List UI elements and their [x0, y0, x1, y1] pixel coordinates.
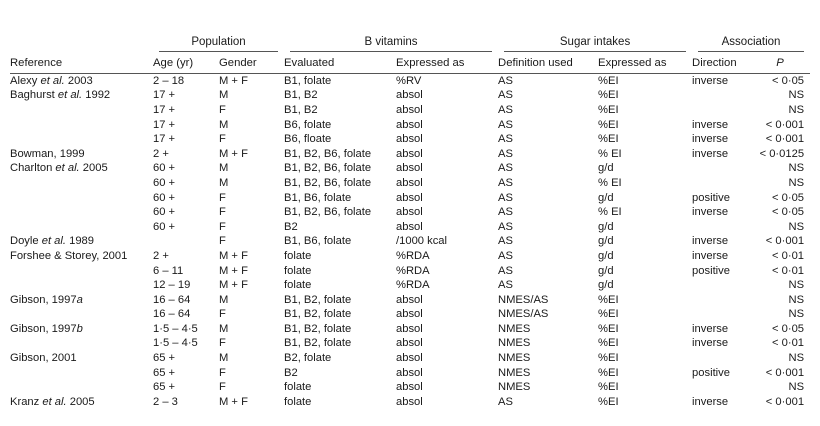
- cell-gender: M + F: [219, 147, 248, 160]
- group-header-row: [10, 34, 810, 53]
- cell-p-value: < 0·01: [772, 249, 805, 262]
- table-body: [10, 74, 810, 410]
- table-row: [10, 351, 810, 366]
- cell-reference: [10, 351, 153, 366]
- cell-age: 60 +: [153, 162, 176, 175]
- cell-expressed-as-b: absol: [396, 337, 423, 350]
- cell-reference: [10, 293, 153, 308]
- cell-reference: [10, 308, 153, 323]
- cell-expressed-as-s: %EI: [598, 293, 619, 306]
- cell-gender: M + F: [219, 249, 248, 262]
- cell-reference: [10, 220, 153, 235]
- cell-p-value: < 0·001: [765, 118, 805, 131]
- cell-evaluated: B6, folate: [284, 118, 332, 131]
- cell-evaluated: folate: [284, 381, 312, 394]
- table-row: [10, 264, 810, 279]
- col-header-reference: Reference: [10, 53, 153, 74]
- cell-reference: [10, 235, 153, 250]
- cell-definition-used: NMES: [498, 381, 531, 394]
- cell-evaluated: folate: [284, 249, 312, 262]
- cell-expressed-as-s: % EI: [598, 206, 622, 219]
- cell-expressed-as-s: %EI: [598, 118, 619, 131]
- cell-p-value: < 0·001: [765, 235, 805, 248]
- cell-expressed-as-b: absol: [396, 293, 423, 306]
- cell-age: 16 – 64: [153, 293, 191, 306]
- cell-direction: [692, 89, 756, 104]
- cell-direction: inverse: [692, 74, 729, 87]
- cell-expressed-as-s: %EI: [598, 133, 619, 146]
- cell-gender: F: [219, 366, 226, 379]
- cell-reference: [10, 89, 153, 104]
- cell-direction: inverse: [692, 395, 729, 408]
- group-header-population: Population: [153, 34, 284, 53]
- cell-gender: F: [219, 235, 226, 248]
- cell-direction: positive: [692, 191, 730, 204]
- cell-age: 17 +: [153, 89, 176, 102]
- cell-evaluated: B1, B2, folate: [284, 308, 352, 321]
- cell-reference: [10, 103, 153, 118]
- cell-p-value: NS: [788, 381, 805, 394]
- cell-age: 17 +: [153, 118, 176, 131]
- cell-gender: M: [219, 322, 229, 335]
- cell-expressed-as-s: %EI: [598, 381, 619, 394]
- cell-reference: [10, 278, 153, 293]
- table-row: [10, 308, 810, 323]
- cell-age: 60 +: [153, 220, 176, 233]
- cell-expressed-as-s: %EI: [598, 352, 619, 365]
- cell-expressed-as-s: g/d: [598, 220, 614, 233]
- cell-expressed-as-s: %EI: [598, 103, 619, 116]
- reference-author: Baghurst: [10, 89, 58, 102]
- reference-author: Alexy: [10, 74, 41, 87]
- reference-italic: et al.: [41, 235, 66, 248]
- cell-definition-used: AS: [498, 147, 513, 160]
- cell-evaluated: B1, B2: [284, 89, 318, 102]
- cell-age: 12 – 19: [153, 279, 191, 292]
- cell-reference: [10, 337, 153, 352]
- cell-expressed-as-b: absol: [396, 381, 423, 394]
- reference-year: 1992: [82, 89, 111, 102]
- cell-expressed-as-b: absol: [396, 366, 423, 379]
- cell-definition-used: AS: [498, 220, 513, 233]
- cell-expressed-as-b: absol: [396, 191, 423, 204]
- cell-age: 65 +: [153, 366, 176, 379]
- col-header-expressed-as-b: Expressed as: [396, 53, 498, 74]
- cell-definition-used: AS: [498, 162, 513, 175]
- cell-gender: M + F: [219, 74, 248, 87]
- cell-direction: [692, 308, 756, 323]
- cell-age: 16 – 64: [153, 308, 191, 321]
- vitamin-sugar-table: [10, 34, 810, 410]
- cell-gender: F: [219, 308, 226, 321]
- cell-expressed-as-b: absol: [396, 206, 423, 219]
- cell-definition-used: NMES: [498, 337, 531, 350]
- cell-expressed-as-s: g/d: [598, 191, 614, 204]
- table-row: [10, 176, 810, 191]
- cell-expressed-as-b: absol: [396, 89, 423, 102]
- cell-gender: F: [219, 133, 226, 146]
- group-header-empty: [10, 34, 153, 53]
- table-row: [10, 147, 810, 162]
- cell-reference: [10, 380, 153, 395]
- cell-age: 2 – 18: [153, 74, 185, 87]
- cell-p-value: < 0·001: [765, 366, 805, 379]
- cell-evaluated: B1, B2, folate: [284, 293, 352, 306]
- cell-age: 65 +: [153, 381, 176, 394]
- table-row: [10, 278, 810, 293]
- cell-expressed-as-s: % EI: [598, 176, 622, 189]
- cell-age: 2 +: [153, 249, 169, 262]
- cell-gender: M: [219, 352, 229, 365]
- cell-p-value: < 0·0125: [759, 147, 805, 160]
- table-row: [10, 103, 810, 118]
- cell-age: 17 +: [153, 103, 176, 116]
- cell-direction: [692, 278, 756, 293]
- cell-definition-used: NMES: [498, 322, 531, 335]
- table-row: [10, 293, 810, 308]
- col-header-p: P: [756, 53, 810, 74]
- cell-expressed-as-b: %RDA: [396, 264, 430, 277]
- cell-definition-used: AS: [498, 279, 513, 292]
- cell-evaluated: B1, B6, folate: [284, 191, 352, 204]
- cell-gender: M: [219, 118, 229, 131]
- cell-age: 60 +: [153, 206, 176, 219]
- cell-p-value: < 0·05: [772, 322, 805, 335]
- cell-direction: positive: [692, 366, 730, 379]
- cell-reference: [10, 322, 153, 337]
- table-row: [10, 191, 810, 206]
- cell-definition-used: AS: [498, 74, 513, 87]
- group-header-b-vitamins: B vitamins: [284, 34, 498, 53]
- cell-p-value: NS: [788, 176, 805, 189]
- reference-year: 1989: [65, 235, 94, 248]
- cell-definition-used: AS: [498, 249, 513, 262]
- cell-expressed-as-s: %EI: [598, 322, 619, 335]
- cell-direction: [692, 351, 756, 366]
- cell-expressed-as-b: absol: [396, 308, 423, 321]
- group-header-sugar-intakes: Sugar intakes: [498, 34, 692, 53]
- col-header-direction: Direction: [692, 53, 756, 74]
- cell-expressed-as-s: % EI: [598, 147, 622, 160]
- cell-evaluated: B1, B2, B6, folate: [284, 147, 372, 160]
- cell-expressed-as-s: %EI: [598, 74, 619, 87]
- cell-direction: inverse: [692, 206, 729, 219]
- cell-age: 60 +: [153, 176, 176, 189]
- cell-p-value: < 0·01: [772, 337, 805, 350]
- cell-evaluated: B1, B6, folate: [284, 235, 352, 248]
- cell-age: [153, 235, 219, 250]
- cell-expressed-as-b: absol: [396, 352, 423, 365]
- table-row: [10, 89, 810, 104]
- cell-gender: M: [219, 89, 229, 102]
- column-header-row: [10, 53, 810, 74]
- cell-direction: [692, 162, 756, 177]
- reference-author: Gibson, 1997: [10, 293, 77, 306]
- cell-evaluated: B1, B2, B6, folate: [284, 162, 372, 175]
- cell-p-value: NS: [788, 220, 805, 233]
- cell-p-value: NS: [788, 293, 805, 306]
- cell-direction: [692, 220, 756, 235]
- cell-direction: [692, 103, 756, 118]
- cell-expressed-as-s: g/d: [598, 264, 614, 277]
- cell-expressed-as-s: g/d: [598, 235, 614, 248]
- cell-p-value: NS: [788, 162, 805, 175]
- cell-evaluated: folate: [284, 279, 312, 292]
- cell-reference: [10, 118, 153, 133]
- cell-definition-used: AS: [498, 118, 513, 131]
- cell-gender: F: [219, 381, 226, 394]
- cell-evaluated: B1, B2: [284, 103, 318, 116]
- cell-gender: M: [219, 162, 229, 175]
- cell-age: 1·5 – 4·5: [153, 337, 198, 350]
- cell-definition-used: AS: [498, 235, 513, 248]
- table-row: [10, 118, 810, 133]
- col-header-expressed-as-s: Expressed as: [598, 53, 692, 74]
- cell-age: 2 +: [153, 147, 169, 160]
- cell-gender: M + F: [219, 279, 248, 292]
- cell-expressed-as-s: %EI: [598, 308, 619, 321]
- table-row: [10, 249, 810, 264]
- cell-reference: [10, 176, 153, 191]
- cell-reference: [10, 264, 153, 279]
- cell-gender: M: [219, 176, 229, 189]
- reference-author: Gibson, 1997: [10, 322, 77, 335]
- cell-age: 2 – 3: [153, 395, 178, 408]
- cell-evaluated: B2: [284, 220, 298, 233]
- cell-reference: [10, 249, 153, 264]
- cell-p-value: < 0·05: [772, 74, 805, 87]
- cell-p-value: < 0·05: [772, 191, 805, 204]
- cell-p-value: < 0·001: [765, 395, 805, 408]
- cell-expressed-as-b: %RV: [396, 74, 422, 87]
- cell-p-value: NS: [788, 279, 805, 292]
- cell-definition-used: AS: [498, 395, 513, 408]
- cell-evaluated: B1, B2, folate: [284, 337, 352, 350]
- cell-reference: [10, 132, 153, 147]
- reference-author: Bowman, 1999: [10, 147, 85, 160]
- cell-gender: F: [219, 206, 226, 219]
- cell-evaluated: B1, B2, B6, folate: [284, 176, 372, 189]
- table-row: [10, 337, 810, 352]
- table-row: [10, 220, 810, 235]
- cell-reference: [10, 366, 153, 381]
- cell-definition-used: AS: [498, 103, 513, 116]
- table-row: [10, 162, 810, 177]
- reference-italic: a: [76, 293, 83, 306]
- cell-evaluated: B6, floate: [284, 133, 332, 146]
- table-row: [10, 74, 810, 89]
- cell-expressed-as-b: absol: [396, 395, 423, 408]
- table-row: [10, 380, 810, 395]
- cell-expressed-as-s: %EI: [598, 89, 619, 102]
- table-row: [10, 235, 810, 250]
- reference-italic: et al.: [42, 395, 67, 408]
- cell-definition-used: NMES/AS: [498, 293, 549, 306]
- cell-age: 60 +: [153, 191, 176, 204]
- cell-expressed-as-b: /1000 kcal: [396, 235, 448, 248]
- cell-evaluated: B2: [284, 366, 298, 379]
- cell-definition-used: AS: [498, 89, 513, 102]
- table-row: [10, 395, 810, 410]
- cell-expressed-as-b: absol: [396, 103, 423, 116]
- reference-italic: b: [76, 322, 83, 335]
- cell-gender: F: [219, 337, 226, 350]
- table-row: [10, 366, 810, 381]
- reference-year: 2003: [64, 74, 93, 87]
- cell-expressed-as-s: %EI: [598, 366, 619, 379]
- cell-definition-used: NMES: [498, 366, 531, 379]
- group-header-association: Association: [692, 34, 810, 53]
- cell-direction: inverse: [692, 118, 729, 131]
- cell-expressed-as-b: absol: [396, 147, 423, 160]
- reference-author: Forshee & Storey, 2001: [10, 249, 128, 262]
- cell-direction: inverse: [692, 337, 729, 350]
- cell-evaluated: folate: [284, 395, 312, 408]
- cell-reference: [10, 147, 153, 162]
- reference-author: Kranz: [10, 395, 43, 408]
- cell-expressed-as-s: g/d: [598, 249, 614, 262]
- cell-evaluated: B1, B2, folate: [284, 322, 352, 335]
- col-header-gender: Gender: [219, 53, 284, 74]
- cell-gender: M: [219, 293, 229, 306]
- cell-gender: M + F: [219, 264, 248, 277]
- cell-direction: [692, 293, 756, 308]
- cell-definition-used: AS: [498, 264, 513, 277]
- cell-p-value: NS: [788, 89, 805, 102]
- cell-definition-used: AS: [498, 176, 513, 189]
- cell-expressed-as-b: absol: [396, 162, 423, 175]
- table-row: [10, 205, 810, 220]
- cell-expressed-as-b: absol: [396, 118, 423, 131]
- cell-evaluated: B1, B2, B6, folate: [284, 206, 372, 219]
- cell-p-value: < 0·05: [772, 206, 805, 219]
- cell-direction: inverse: [692, 235, 729, 248]
- cell-age: 65 +: [153, 352, 176, 365]
- table-row: [10, 132, 810, 147]
- cell-reference: [10, 74, 153, 89]
- cell-reference: [10, 205, 153, 220]
- cell-evaluated: folate: [284, 264, 312, 277]
- cell-direction: [692, 176, 756, 191]
- cell-direction: inverse: [692, 133, 729, 146]
- col-header-age: Age (yr): [153, 53, 219, 74]
- cell-gender: F: [219, 191, 226, 204]
- cell-direction: [692, 380, 756, 395]
- reference-author: Charlton: [10, 162, 56, 175]
- cell-gender: M + F: [219, 395, 248, 408]
- cell-definition-used: NMES: [498, 352, 531, 365]
- cell-reference: [10, 191, 153, 206]
- table-row: [10, 322, 810, 337]
- cell-gender: F: [219, 103, 226, 116]
- cell-p-value: < 0·01: [772, 264, 805, 277]
- cell-definition-used: AS: [498, 206, 513, 219]
- cell-evaluated: B2, folate: [284, 352, 332, 365]
- cell-direction: inverse: [692, 147, 729, 160]
- cell-age: 1·5 – 4·5: [153, 322, 198, 335]
- cell-p-value: NS: [788, 103, 805, 116]
- cell-p-value: NS: [788, 352, 805, 365]
- col-header-evaluated: Evaluated: [284, 53, 396, 74]
- col-header-definition-used: Definition used: [498, 53, 598, 74]
- reference-year: 2005: [79, 162, 108, 175]
- cell-direction: positive: [692, 264, 730, 277]
- cell-expressed-as-b: absol: [396, 322, 423, 335]
- cell-age: 6 – 11: [153, 264, 184, 277]
- cell-expressed-as-b: absol: [396, 133, 423, 146]
- reference-author: Gibson, 2001: [10, 352, 77, 365]
- reference-year: 2005: [66, 395, 95, 408]
- cell-definition-used: AS: [498, 133, 513, 146]
- cell-expressed-as-s: g/d: [598, 162, 614, 175]
- cell-direction: inverse: [692, 249, 729, 262]
- cell-direction: inverse: [692, 322, 729, 335]
- cell-reference: [10, 162, 153, 177]
- cell-expressed-as-b: %RDA: [396, 249, 430, 262]
- cell-definition-used: NMES/AS: [498, 308, 549, 321]
- cell-reference: [10, 395, 153, 410]
- cell-age: 17 +: [153, 133, 176, 146]
- cell-expressed-as-b: %RDA: [396, 279, 430, 292]
- cell-expressed-as-b: absol: [396, 176, 423, 189]
- reference-author: Doyle: [10, 235, 42, 248]
- cell-expressed-as-s: %EI: [598, 395, 619, 408]
- cell-expressed-as-s: g/d: [598, 279, 614, 292]
- reference-italic: et al.: [57, 89, 83, 102]
- reference-italic: et al.: [40, 74, 65, 87]
- cell-expressed-as-s: %EI: [598, 337, 619, 350]
- cell-evaluated: B1, folate: [284, 74, 332, 87]
- cell-definition-used: AS: [498, 191, 513, 204]
- cell-gender: F: [219, 220, 226, 233]
- cell-expressed-as-b: absol: [396, 220, 423, 233]
- cell-p-value: < 0·001: [765, 133, 805, 146]
- reference-italic: et al.: [55, 162, 80, 175]
- cell-p-value: NS: [788, 308, 805, 321]
